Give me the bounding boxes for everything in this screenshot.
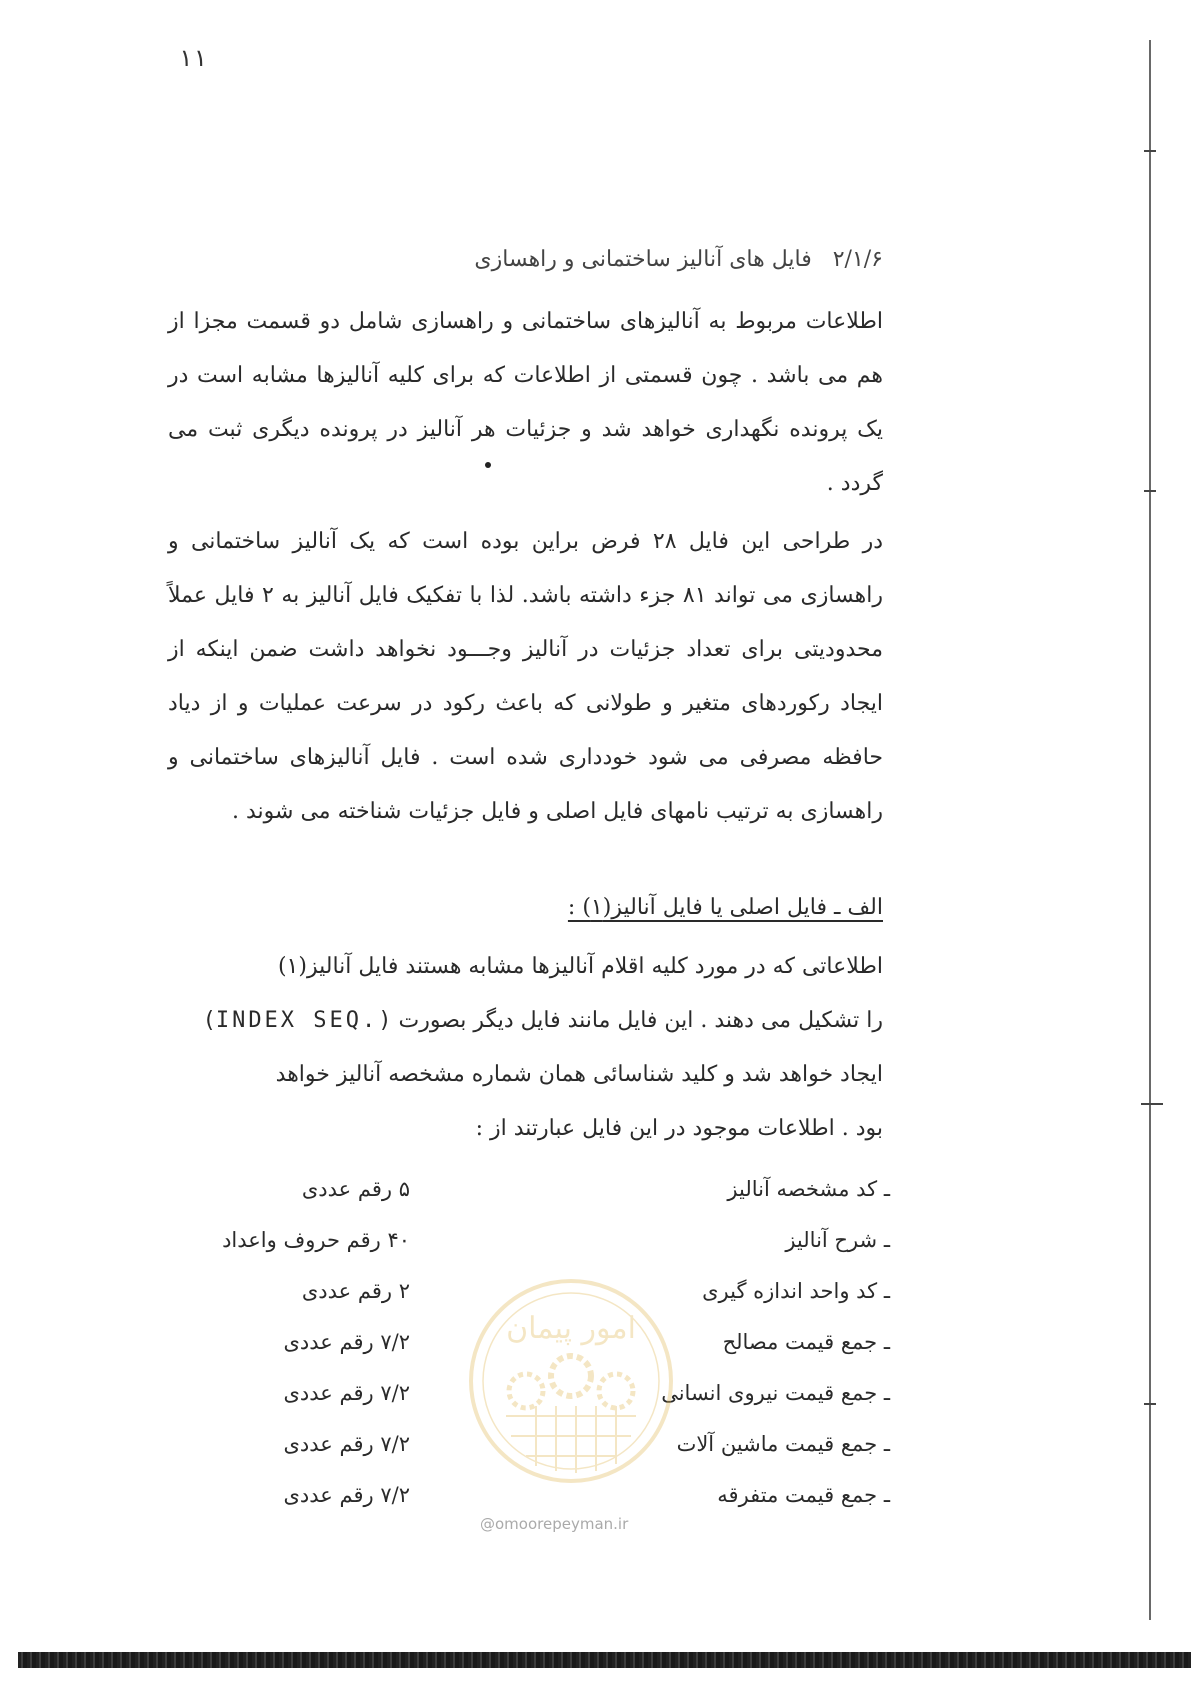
section-title-text: فایل های آنالیز ساختمانی و راهسازی	[474, 247, 812, 272]
field-spec: ۷/۲ رقم عددی	[283, 1482, 410, 1507]
field-spec: ۴۰ رقم حروف واعداد	[222, 1227, 410, 1252]
field-name: ـ جمع قیمت نیروی انسانی	[661, 1380, 890, 1405]
paragraph-3-line: بود . اطلاعات موجود در این فایل عبارتند از :	[475, 1116, 883, 1141]
watermark-logo	[466, 1276, 676, 1486]
section-number: ۲/۱/۶	[832, 247, 883, 272]
field-name: ـ کد مشخصه آنالیز	[727, 1176, 890, 1201]
paragraph-2: در طراحی این فایل ۲۸ فرض براین بوده است که یک آنالیز ساختمانی و راهسازی می تواند ۸۱ جزء داشته باشد. لذا با تفکیک فایل آنالیز به ۲ فایل عملاً محدودیتی برای تعداد جزئیات در آنالیز وجـــود نخواهد داشت ضمن اینکه از ایجاد رکوردهای متغیر و طولانی که باعث رکود در سرعت عملیات و از دیاد حافظه مصرفی می شود خودداری شده است . فایل آنالیزهای ساختمانی و راهسازی به ترتیب نامهای فایل اصلی و فایل جزئیات شناخته می شوند .	[168, 529, 884, 824]
paragraph-3-text: را تشکیل می دهند . این فایل مانند فایل دیگر بصورت	[398, 1008, 883, 1033]
field-name: ـ جمع قیمت متفرقه	[717, 1482, 890, 1507]
paragraph-3-line: ایجاد خواهد شد و کلید شناسائی همان شماره مشخصه آنالیز خواهد	[275, 1062, 883, 1087]
field-spec: ۷/۲ رقم عددی	[283, 1380, 410, 1405]
field-spec: ۷/۲ رقم عددی	[283, 1329, 410, 1354]
watermark-text: امور پیمان	[506, 1311, 636, 1346]
index-seq-term: (INDEX SEQ.)	[202, 1008, 392, 1033]
watermark-url: @omoorepeyman.ir	[480, 1515, 629, 1533]
field-name: ـ کد واحد اندازه گیری	[702, 1278, 890, 1303]
page-number: ۱۱	[178, 44, 207, 72]
field-name: ـ جمع قیمت مصالح	[722, 1329, 890, 1354]
field-spec: ۵ رقم عددی	[301, 1176, 410, 1201]
field-spec: ۷/۲ رقم عددی	[283, 1431, 410, 1456]
edge-tick	[1144, 490, 1156, 492]
edge-tick	[1144, 150, 1156, 152]
paragraph-3	[168, 940, 883, 1156]
paragraph-3-line: اطلاعاتی که در مورد کلیه اقلام آنالیزها مشابه هستند فایل آنالیز(۱)	[277, 954, 883, 979]
paragraph-1: اطلاعات مربوط به آنالیزهای ساختمانی و راهسازی شامل دو قسمت مجزا از هم می باشد . چون قسمتی از اطلاعات که برای کلیه آنالیزها مشابه است در یک پرونده نگهداری خواهد شد و جزئیات هر آنالیز در پرونده دیگری ثبت می گردد .	[168, 309, 883, 496]
subheading-text: الف ـ فایل اصلی یا فایل آنالیز(۱) :	[567, 895, 883, 920]
field-name: ـ جمع قیمت ماشین آلات	[676, 1431, 890, 1456]
edge-tick	[1141, 1103, 1163, 1105]
section-title	[168, 245, 883, 275]
field-name: ـ شرح آنالیز	[785, 1227, 890, 1252]
field-spec: ۲ رقم عددی	[301, 1278, 410, 1303]
edge-tick	[1144, 1403, 1156, 1405]
scan-bottom-edge	[18, 1652, 1191, 1668]
page-edge-line	[1149, 40, 1151, 1620]
paragraph-3-line	[168, 994, 883, 1048]
field-row	[190, 1214, 890, 1265]
field-row	[190, 1163, 890, 1214]
subheading	[168, 893, 883, 923]
